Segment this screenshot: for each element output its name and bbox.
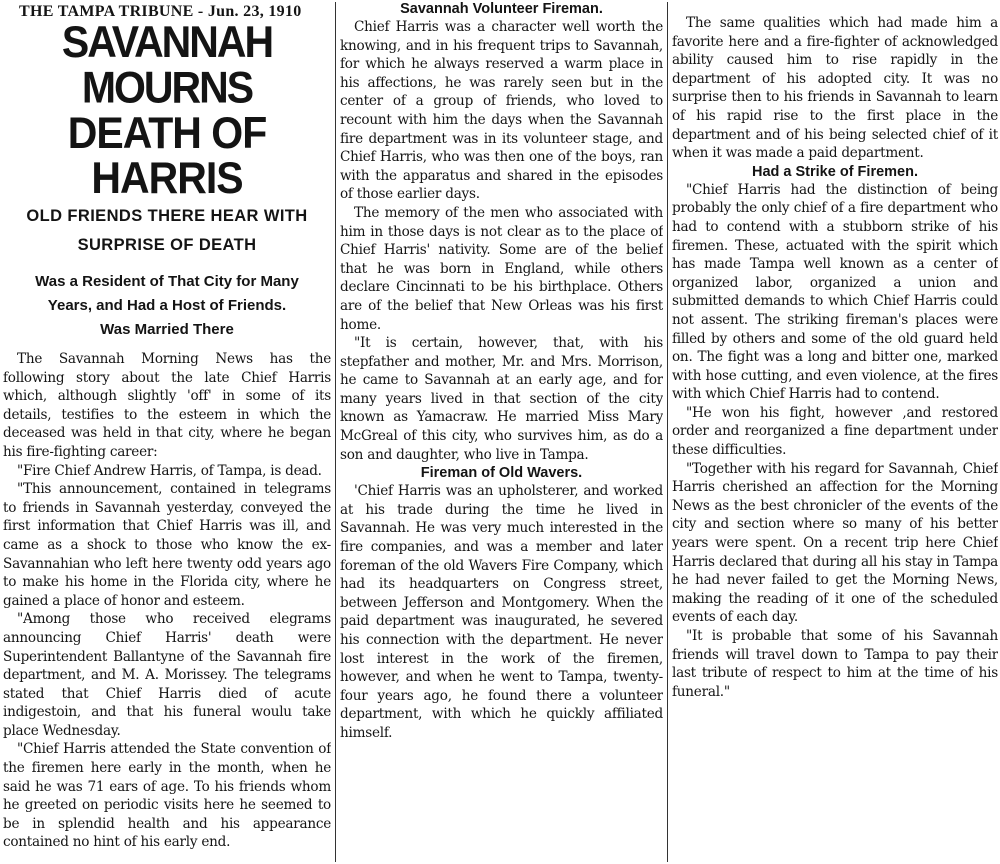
paragraph: "Chief Harris had the distinction of being probably the only chief of a fire department who had to contend with a stubborn strike of his firemen. These, actuated with the spirit which has made Tampa well known as a center of organized labor, organized a union and submitted demands to which Chief Harris could not assent. The striking fireman's places were filled by others and some of the old guard held on. The fight was a long and bitter one, marked with hose cutting, and even violence, at the fires with which Chief Harris had to contend. (672, 181, 998, 403)
paragraph: "It is probable that some of his Savannah friends will travel down to Tampa to pay their last tribute of respect to him at the time of his funeral." (672, 628, 998, 700)
paragraph: "Chief Harris attended the State convention of the firemen here early in the month, when he said he was 71 ears of age. To his friends whom he greeted on periodic visits here he seemed to be in splendid health and his appearance contained no hint of his early end. (3, 741, 331, 851)
headline-line-1: SAVANNAH MOURNS (61, 17, 273, 113)
paragraph: "This announcement, contained in telegrams to friends in Savannah yesterday, conveyed the first information that Chief Harris was ill, and came as a shock to those who know the ex-Savannahian who left here twenty odd years ago to make his home in the Florida city, where he gained a place of honor and esteem. (3, 481, 331, 609)
deck-primary (7, 202, 327, 260)
subhead-savannah-volunteer-fireman: Savannah Volunteer Fireman. (400, 1, 603, 17)
paragraph: "Among those who received elegrams announcing Chief Harris' death were Superintendent Ballantyne of the Savannah fire department, and M. A. Morissey. The telegrams stated that Chief Harris died of acute indigestoin, and that his funeral woulu take place Wednesday. (3, 611, 331, 739)
deck-secondary-line-3: Was Married There (100, 321, 234, 338)
paragraph: "Fire Chief Andrew Harris, of Tampa, is dead. (17, 462, 322, 479)
paragraph: 'Chief Harris was an upholsterer, and worked at his trade during the time he lived in Savannah. He was very much interested in the fire companies, and was a member and later foreman of the old Wavers Fire Company, which had its headquarters on Congress street, between Jefferson and Montgomery. When the paid department was inaugurated, he severed his connection with the department. He never lost interest in the work of the firemen, however, and when he went to Tampa, twenty-four years ago, he found there a volunteer department, with which he quickly affiliated himself. (340, 483, 663, 741)
article-body-column-1 (3, 350, 331, 852)
paragraph: Chief Harris was a character well worth the knowing, and in his frequent trips to Savannah, for which he always reserved a warm place in his affections, he was rarely seen but in the center of a group of friends, who loved to recount with him the days when the Savannah fire department was in its volunteer stage, and Chief Harris, who was then one of the boys, ran with the apparatus and shared in the episodes of those earlier days. (340, 19, 663, 203)
article-body-column-2b (340, 482, 663, 742)
paragraph: "Together with his regard for Savannah, Chief Harris cherished an affection for the Morning News as the best chronicler of the events of the city and section where so many of his better years were spent. On a recent trip here Chief Harris declared that during all his stay in Tampa he had never failed to get the Morning News, making the reading of it one of the scheduled events of each day. (672, 460, 998, 626)
deck-secondary-line-2: Years, and Had a Host of Friends. (47, 297, 287, 314)
article-body-column-3a (672, 14, 998, 163)
column-rule-left (335, 2, 336, 862)
column-1 (3, 0, 331, 864)
headline (3, 17, 331, 203)
paragraph: The same qualities which had made him a favorite here and a fire-fighter of acknowledged ability caused him to rise rapidly in the department of his adopted city. It was no surprise then to his friends in Savannah to learn of his rapid rise to the first place in the department and of his being selected chief of it when it was made a paid department. (672, 15, 998, 162)
paragraph: The Savannah Morning News has the following story about the late Chief Harris which, although slightly 'off' in some of its details, testifies to the esteem in which the deceased was held in that city, where he began his fire-fighting career: (3, 351, 331, 460)
column-3 (672, 0, 998, 864)
column-rule-right (667, 2, 668, 862)
subhead-had-a-strike-of-firemen: Had a Strike of Firemen. (752, 163, 918, 180)
deck-primary-line-2: SURPRISE OF DEATH (77, 236, 257, 254)
deck-secondary-line-1: Was a Resident of That City for Many (35, 273, 299, 290)
subhead-fireman-of-old-wavers: Fireman of Old Wavers. (420, 465, 583, 482)
deck-secondary (3, 270, 331, 342)
paragraph: "He won his fight, however ,and restored order and reorganized a fine department under these difficulties. (672, 404, 998, 459)
dateline: THE TAMPA TRIBUNE - Jun. 23, 1910 (19, 3, 302, 20)
article-body-column-2a (340, 18, 663, 464)
headline-line-2: DEATH OF HARRIS (67, 107, 267, 203)
paragraph: "It is certain, however, that, with his stepfather and mother, Mr. and Mrs. Morrison, he came to Savannah at an early age, and for many years lived in that section of the city known as Yamacraw. He married Miss Mary McGreal of this city, who survives him, as do a son and daughter, who live in Tampa. (340, 335, 663, 463)
paragraph: The memory of the men who associated with him in those days is not clear as to the place of Chief Harris' nativity. Some are of the belief that he was born in England, while others declare Cincinnati to be his birthplace. Others are of the belief that New Orleas was his first home. (340, 204, 663, 333)
article-body-column-3b (672, 181, 998, 702)
column-2 (340, 0, 663, 864)
deck-primary-line-1: OLD FRIENDS THERE HEAR WITH (26, 207, 308, 225)
